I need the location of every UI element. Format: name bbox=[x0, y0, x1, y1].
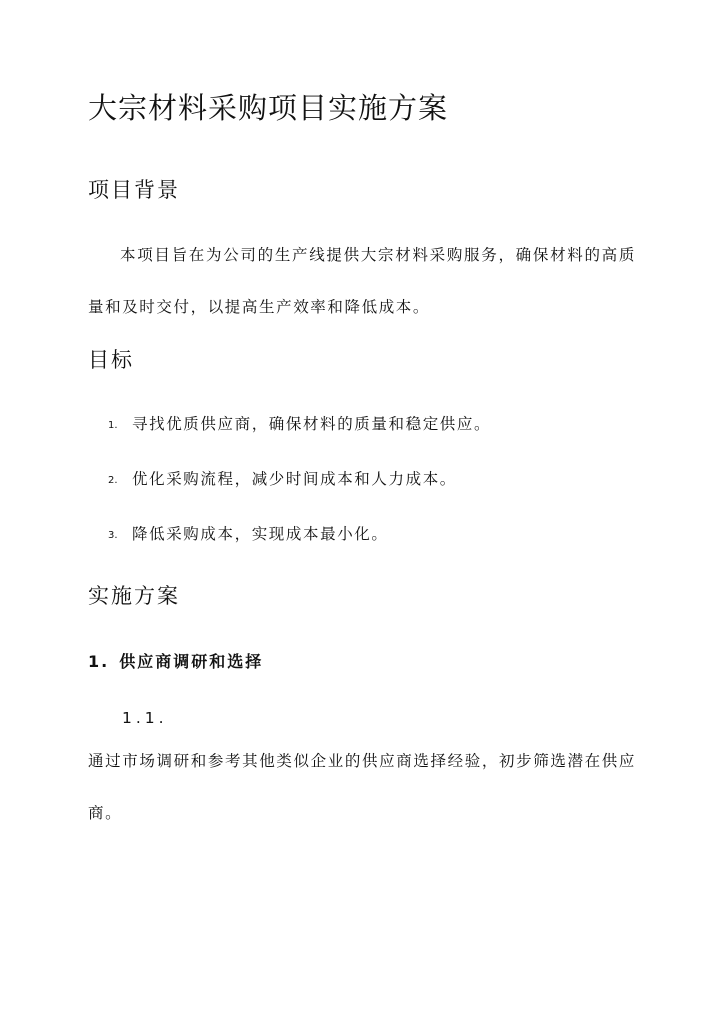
goal-list-item bbox=[108, 412, 491, 434]
subsection-heading bbox=[88, 649, 263, 672]
section-heading-plan: 实施方案 bbox=[88, 584, 180, 608]
list-text: 降低采购成本，实现成本最小化。 bbox=[132, 525, 389, 543]
goal-list-item bbox=[108, 467, 457, 489]
list-number: 1. bbox=[108, 420, 118, 431]
section-heading-background: 项目背景 bbox=[88, 178, 180, 202]
subsection-number: 1. bbox=[88, 652, 110, 671]
document-title: 大宗材料采购项目实施方案 bbox=[88, 91, 449, 125]
background-paragraph: 本项目旨在为公司的生产线提供大宗材料采购服务，确保材料的高质量和及时交付，以提高生产效率和降低成本。 bbox=[88, 246, 636, 316]
subsection-title: 供应商调研和选择 bbox=[119, 652, 264, 671]
list-text: 优化采购流程，减少时间成本和人力成本。 bbox=[132, 470, 457, 488]
section-heading-goals: 目标 bbox=[88, 348, 134, 372]
plan-paragraph: 通过市场调研和参考其他类似企业的供应商选择经验，初步筛选潜在供应商。 bbox=[88, 752, 636, 822]
list-number: 2. bbox=[108, 475, 118, 486]
list-text: 寻找优质供应商，确保材料的质量和稳定供应。 bbox=[132, 415, 492, 433]
subsubsection-number: 1.1. bbox=[122, 709, 168, 727]
list-number: 3. bbox=[108, 530, 118, 541]
goal-list-item bbox=[108, 522, 389, 544]
